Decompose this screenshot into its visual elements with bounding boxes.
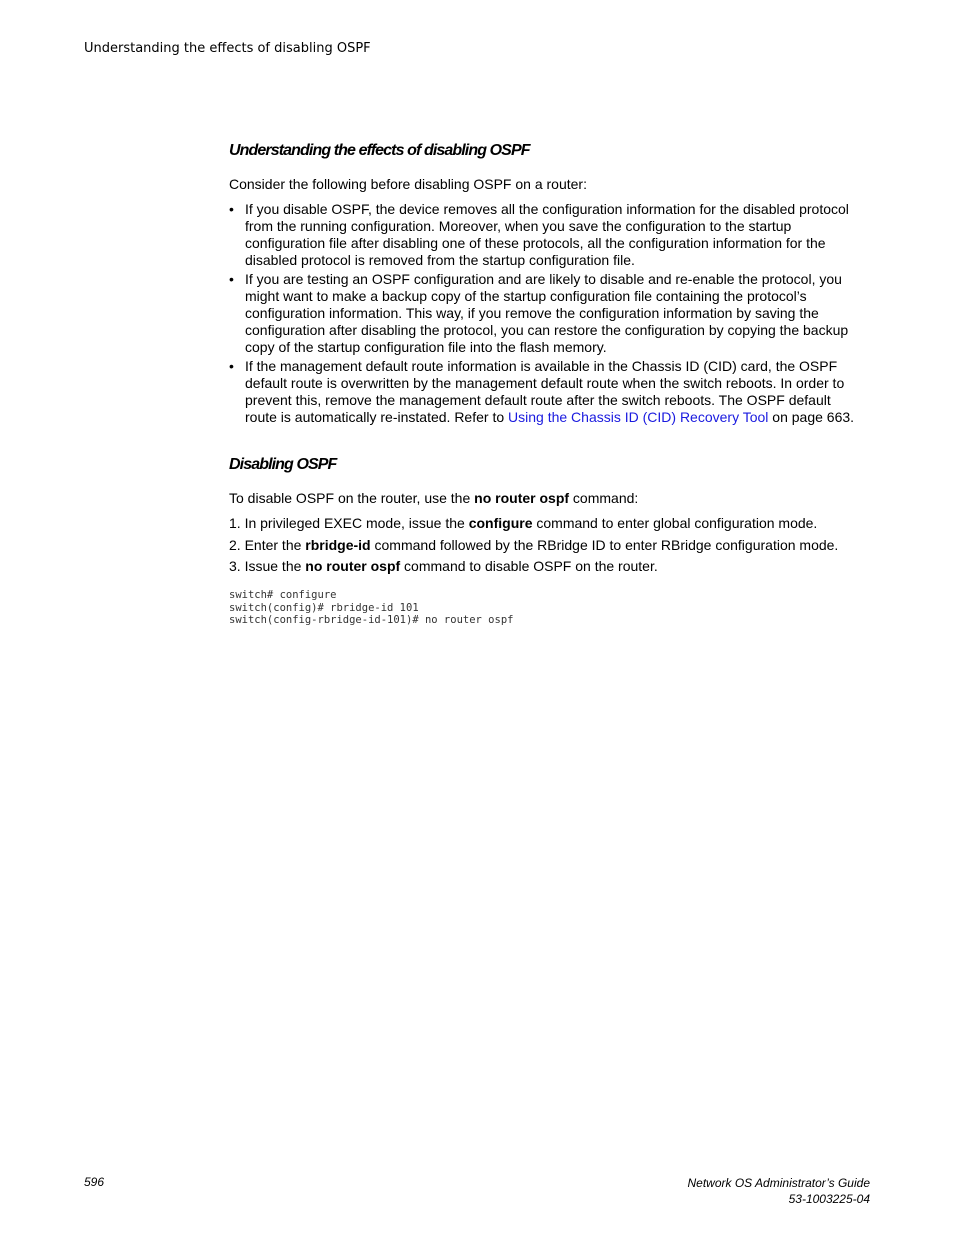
list-item xyxy=(229,358,859,426)
section-title-disabling: Disabling OSPF xyxy=(229,456,337,473)
step-text-end: command to enter global configuration mode. xyxy=(532,515,818,531)
command-keyword: rbridge-id xyxy=(305,536,371,553)
step-item xyxy=(229,558,859,575)
code-line: switch(config)# rbridge-id 101 xyxy=(229,601,419,614)
list-item xyxy=(229,201,859,269)
bullet-text: If you are testing an OSPF configuration and are likely to disable and re-enable the protocol, you might want to make a backup copy of the startup configuration file containing the protocol’s configuration information. This way, if you remove the configuration information by saving the configuration after disabling the protocol, you can restore the configuration by copying the backup copy of the startup configuration file into the flash memory. xyxy=(245,271,849,355)
section-title-effects: Understanding the effects of disabling OSPF xyxy=(229,142,530,159)
command-keyword: configure xyxy=(468,515,533,531)
section-intro: Consider the following before disabling OSPF on a router: xyxy=(229,176,587,192)
footer-doc-info xyxy=(687,1175,870,1207)
step-text-end: command to disable OSPF on the router. xyxy=(400,558,658,574)
section2-intro xyxy=(229,490,859,507)
guide-title: Network OS Administrator’s Guide xyxy=(687,1176,870,1190)
doc-number: 53-1003225-04 xyxy=(788,1192,870,1206)
page-number: 596 xyxy=(84,1175,105,1189)
intro-text-end: command: xyxy=(569,490,639,506)
code-example xyxy=(229,589,859,627)
step-number: 3. xyxy=(229,558,241,574)
step-text: In privileged EXEC mode, issue the xyxy=(240,515,469,531)
bullet-icon: • xyxy=(229,201,234,217)
bullet-text: If you disable OSPF, the device removes all the configuration information for the disabled protocol from the running configuration. Moreover, when you save the configuration to the startup configuration file after disabling one of these protocols, all the configuration information for the disabled protocol is removed from the startup configuration file. xyxy=(245,201,849,268)
list-item xyxy=(229,271,859,356)
step-text: Issue the xyxy=(240,558,306,574)
code-line: switch(config-rbridge-id-101)# no router ospf xyxy=(229,614,514,626)
cid-recovery-tool-link[interactable]: Using the Chassis ID (CID) Recovery Tool xyxy=(508,409,769,425)
running-header: Understanding the effects of disabling OSPF xyxy=(84,41,371,56)
step-text: Enter the xyxy=(240,536,306,553)
main-content xyxy=(229,140,859,627)
intro-text: To disable OSPF on the router, use the xyxy=(229,490,475,506)
step-item xyxy=(229,537,859,554)
bullet-text: If the management default route information is available in the Chassis ID (CID) card, the OSPF default route is overwritten by the management default route when the switch reboots. In order to prevent this, remove the management default route after the switch reboots. The OSPF default route is automatically re-instated. Refer to xyxy=(245,358,845,425)
bullet-list xyxy=(229,201,859,426)
step-item xyxy=(229,515,859,532)
command-keyword: no router ospf xyxy=(474,490,570,506)
step-number: 1. xyxy=(229,515,241,531)
bullet-icon: • xyxy=(229,271,234,287)
code-line: switch# configure xyxy=(229,589,337,601)
command-keyword: no router ospf xyxy=(305,558,401,574)
steps-list xyxy=(229,515,859,575)
bullet-text-after-link: on page 663. xyxy=(768,409,855,425)
step-number: 2. xyxy=(229,536,241,553)
step-text-end: command followed by the RBridge ID to enter RBridge configuration mode. xyxy=(370,536,839,553)
bullet-icon: • xyxy=(229,358,234,374)
